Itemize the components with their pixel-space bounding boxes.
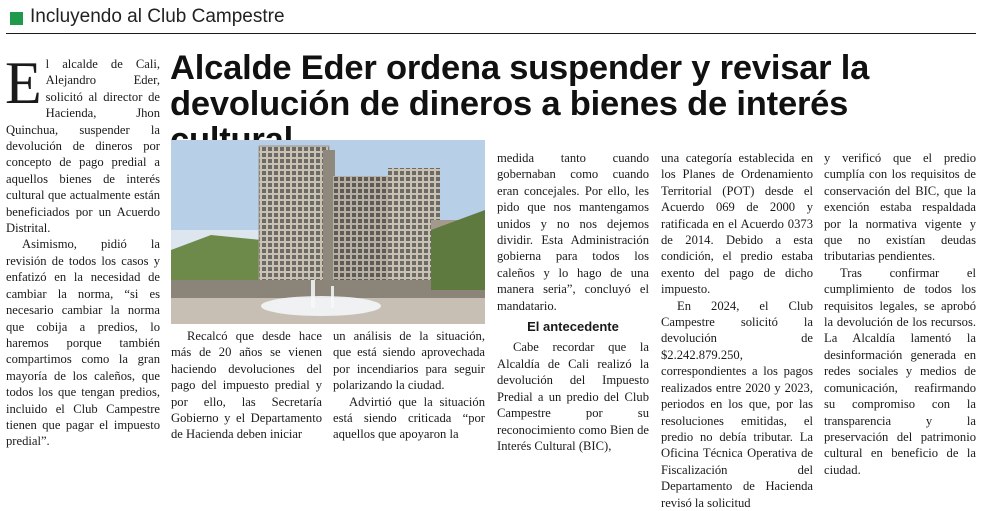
article-column-1	[5, 50, 160, 449]
article-paragraph: Advirtió que la situación está siendo criticada “por aquellos que apoyaron la	[333, 394, 485, 442]
article-column-5	[661, 150, 813, 510]
article-photo	[171, 140, 485, 324]
article-paragraph: En 2024, el Club Campestre solicitó la devolución de $2.242.879.250, correspondientes a los pagos realizados entre 2020 y 2023, periodos en los que, por las resoluciones emitidas, el predio no debía tributar. La Oficina Técnica Operativa de Fiscalización del Departamento de Hacienda revisó la solicitud	[661, 298, 813, 510]
city-hall-building-photo	[171, 140, 485, 324]
article-paragraph: un análisis de la situación, que está siendo aprovechada por incendiarios para seguir polarizando la ciudad.	[333, 329, 485, 393]
article-paragraph: y verificó que el predio cumplía con los requisitos de conservación del BIC, que la exención estaba respaldada por la normativa vigente y que no existían deudas tributarias pendientes.	[824, 151, 976, 264]
article-paragraph: Cabe recordar que la Alcaldía de Cali realizó la devolución del Impuesto Predial a un predio del Club Campestre por su reconocimiento como Bien de Interés Cultural (BIC),	[497, 340, 649, 453]
drop-cap: E	[5, 50, 42, 116]
article-headline: Alcalde Eder ordena suspender y revisar la devolución de dineros a bienes de interés	[170, 49, 870, 123]
article-paragraph: Tras confirmar el cumplimiento de todos los requisitos legales, se aprobó la devolución de los recursos. La Alcaldía lamentó la desinformación generada en redes sociales y medios de comunicación, reafirmando su compromiso con la transparencia y la preservación del patrimonio cultural en beneficio de la ciudad.	[824, 265, 976, 477]
section-header	[6, 4, 976, 34]
article-subhead: El antecedente	[527, 319, 619, 335]
article-paragraph: Asimismo, pidió la revisión de todos los casos y enfatizó en la necesidad de cambiar la norma, “si es necesario cambiar la norma que cobija a predios, lo haremos porque también compartimos como la gran mayoría de los caleños, que todos los que tengan predios, incluido el Club Campestre tienen que pagar el impuesto predial”.	[6, 237, 160, 449]
article-column-4	[497, 150, 649, 453]
section-title: Incluyendo al Club Campestre	[30, 6, 285, 27]
article-paragraph: medida tanto cuando gobernaban como cuando eran concejales. Por ello, les pido que nos mantengamos unidos y no nos dejemos dividir. Esta Administración gobierna para todos los caleños y lo hago de una manera seria”, concluyó el mandatario.	[497, 151, 649, 313]
article-paragraph: Recalcó que desde hace más de 20 años se vienen haciendo devoluciones del pago del impuesto predial y por ello, las Secretaría Gobierno y el Departamento de Hacienda deben iniciar	[171, 329, 322, 442]
article-lead-paragraph: El alcalde de Cali, Alejandro Eder, solicitó al director de Hacienda, Jhon Quinchua, suspender la devolución de dineros por concepto de pago predial a aquellos bienes de interés cultural que actualmente están beneficiados por un Acuerdo Distrital.	[5, 50, 160, 236]
article-paragraph: una categoría establecida en los Planes de Ordenamiento Territorial (POT) desde el Acuerdo 069 de 2000 y ratificada en el Acuerdo 0373 de 2014. Debido a esta condición, el predio estaba exento del pago de dicho impuesto.	[661, 151, 813, 297]
article-column-6	[824, 150, 976, 477]
section-square-icon	[10, 12, 23, 25]
article-column-3	[333, 328, 485, 446]
article-column-2	[171, 328, 322, 446]
